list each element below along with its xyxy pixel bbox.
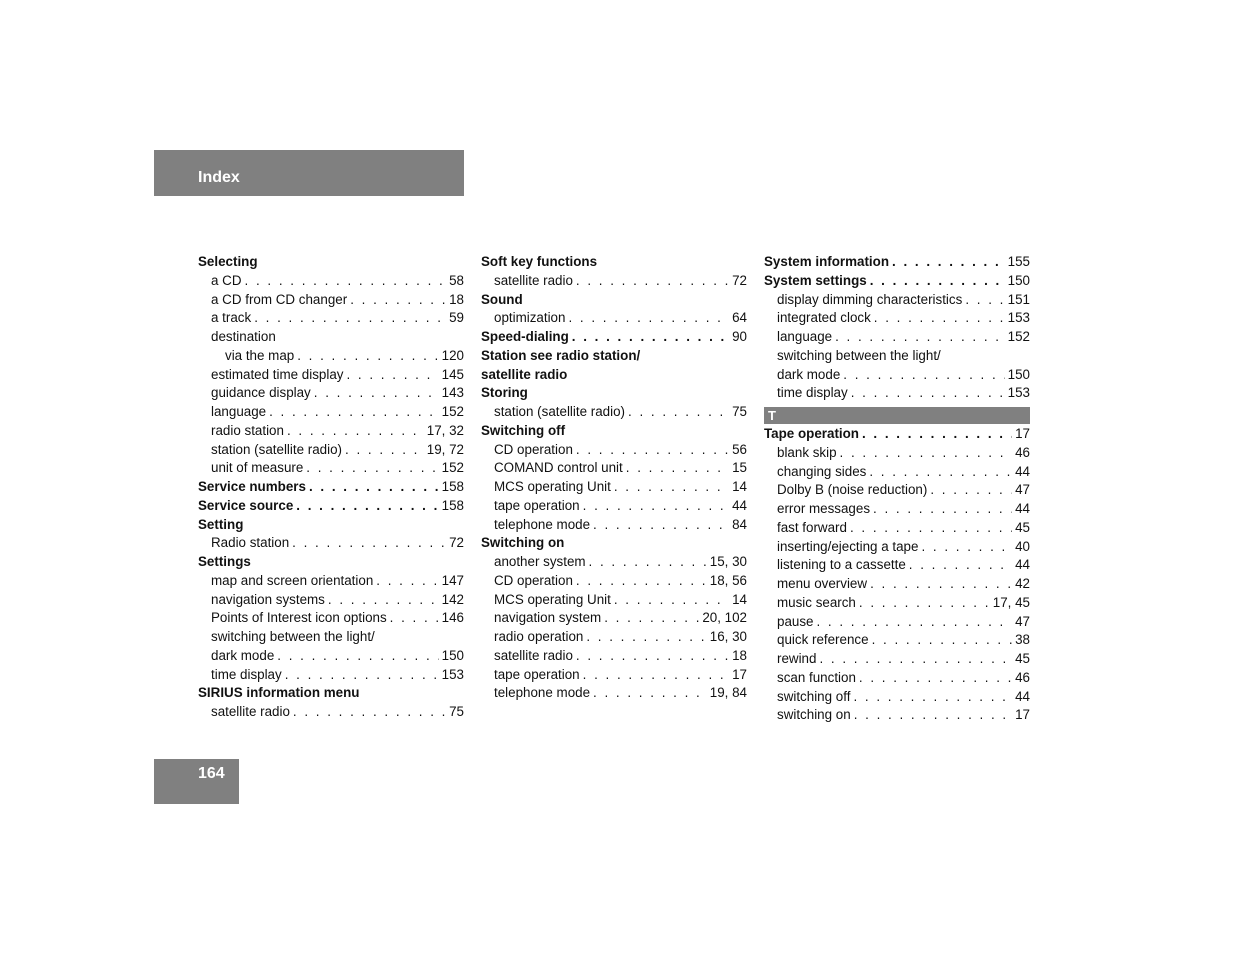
index-entry-page: 45 bbox=[1015, 519, 1030, 535]
page-number: 164 bbox=[198, 765, 225, 782]
index-entry bbox=[198, 609, 464, 628]
index-entry-text: estimated time display bbox=[211, 366, 344, 382]
index-entry bbox=[764, 425, 1030, 444]
index-entry-text: satellite radio bbox=[211, 704, 290, 719]
index-entry-page: 142 bbox=[441, 591, 464, 607]
dot-leader bbox=[872, 631, 1013, 650]
index-entry bbox=[198, 422, 464, 441]
index-entry-page: 17, 32 bbox=[426, 422, 464, 438]
index-entry-text: tape operation bbox=[494, 666, 580, 682]
dot-leader bbox=[854, 706, 1012, 725]
dot-leader bbox=[376, 572, 438, 591]
index-entry bbox=[764, 706, 1030, 725]
index-entry bbox=[198, 534, 464, 553]
index-entry bbox=[481, 497, 747, 516]
index-entry bbox=[481, 609, 747, 628]
index-entry-text: optimization bbox=[494, 310, 566, 326]
index-entry bbox=[481, 572, 747, 591]
dot-leader bbox=[628, 403, 729, 422]
index-entry-text: MCS operating Unit bbox=[494, 479, 611, 494]
index-entry-text: COMAND control unit bbox=[494, 460, 623, 476]
index-entry-text: a CD bbox=[211, 272, 242, 288]
index-entry bbox=[198, 328, 464, 347]
dot-leader bbox=[346, 366, 438, 385]
index-entry-text: Storing bbox=[481, 385, 528, 401]
index-entry bbox=[764, 347, 1030, 366]
index-entry-text: station (satellite radio) bbox=[211, 441, 342, 457]
index-entry-page: 38 bbox=[1015, 632, 1030, 648]
index-entry-text: time display bbox=[211, 666, 282, 682]
index-entry bbox=[481, 253, 747, 272]
dot-leader bbox=[873, 500, 1012, 519]
index-entry-page: 47 bbox=[1015, 613, 1030, 629]
dot-leader bbox=[254, 309, 446, 328]
index-entry bbox=[481, 628, 747, 647]
dot-leader bbox=[589, 553, 707, 572]
index-entry-page: 75 bbox=[732, 404, 747, 419]
index-entry-page: 18, 56 bbox=[709, 572, 747, 588]
index-entry-text: Settings bbox=[198, 554, 251, 569]
index-entry bbox=[764, 481, 1030, 500]
index-entry bbox=[198, 441, 464, 460]
index-entry-page: 152 bbox=[1007, 329, 1030, 344]
index-entry-text: satellite radio bbox=[494, 647, 573, 663]
index-entry bbox=[198, 309, 464, 328]
index-entry-text: System information bbox=[764, 254, 890, 269]
dot-leader bbox=[909, 556, 1012, 575]
index-entry-text: Radio station bbox=[211, 535, 290, 551]
index-entry-page: 152 bbox=[441, 460, 464, 476]
index-entry-text: Points of Interest icon options bbox=[211, 610, 387, 626]
index-entry-text: radio operation bbox=[494, 629, 584, 644]
index-entry-text: Soft key functions bbox=[481, 254, 598, 269]
index-entry bbox=[481, 534, 747, 553]
index-entry-page: 17 bbox=[732, 666, 747, 682]
index-entry-text: telephone mode bbox=[494, 685, 591, 701]
section-letter-bar: T bbox=[764, 407, 1030, 424]
index-entry bbox=[481, 441, 747, 460]
dot-leader bbox=[853, 688, 1012, 707]
index-entry-text: error messages bbox=[777, 501, 871, 516]
dot-leader bbox=[293, 703, 446, 722]
index-entry bbox=[481, 516, 747, 535]
index-entry bbox=[198, 703, 464, 722]
index-entry-page: 17 bbox=[1015, 426, 1030, 441]
index-entry-page: 56 bbox=[732, 441, 747, 457]
index-entry bbox=[481, 478, 747, 497]
index-entry-page: 45 bbox=[1015, 651, 1030, 666]
index-entry-text: inserting/ejecting a tape bbox=[777, 538, 919, 554]
index-entry-page: 44 bbox=[1015, 688, 1030, 704]
index-entry-text: a CD from CD changer bbox=[211, 291, 348, 307]
index-entry-page: 153 bbox=[441, 666, 464, 682]
dot-leader bbox=[614, 591, 729, 610]
index-entry-text: CD operation bbox=[494, 441, 573, 457]
index-entry-text: switching between the light/ bbox=[777, 347, 941, 363]
index-entry-page: 158 bbox=[441, 497, 464, 513]
dot-leader bbox=[593, 516, 729, 535]
index-entry-text: Sound bbox=[481, 291, 523, 307]
index-entry-page: 15 bbox=[732, 460, 747, 476]
index-entry bbox=[764, 328, 1030, 347]
dot-leader bbox=[586, 628, 706, 647]
index-entry-page: 15, 30 bbox=[709, 554, 747, 569]
index-entry-text: Speed-dialing bbox=[481, 329, 569, 344]
index-entry-page: 46 bbox=[1015, 444, 1030, 460]
index-entry-text: dark mode bbox=[211, 647, 275, 663]
dot-leader bbox=[874, 309, 1005, 328]
dot-leader bbox=[576, 441, 729, 460]
dot-leader bbox=[269, 403, 439, 422]
index-entry-text: pause bbox=[777, 613, 814, 629]
index-entry-text: Selecting bbox=[198, 254, 258, 269]
dot-leader bbox=[859, 594, 990, 613]
index-entry-page: 16, 30 bbox=[709, 629, 747, 644]
index-entry-text: music search bbox=[777, 594, 856, 610]
index-entry bbox=[764, 366, 1030, 385]
index-entry bbox=[481, 591, 747, 610]
index-entry-text: switching between the light/ bbox=[211, 629, 375, 644]
index-entry-text: station (satellite radio) bbox=[494, 404, 625, 419]
index-entry-text: switching on bbox=[777, 707, 851, 723]
index-entry-text: blank skip bbox=[777, 444, 837, 460]
index-entry-text: listening to a cassette bbox=[777, 557, 906, 573]
index-entry-page: 44 bbox=[732, 497, 747, 513]
dot-leader bbox=[859, 669, 1012, 688]
index-entry bbox=[481, 403, 747, 422]
dot-leader bbox=[314, 384, 439, 403]
dot-leader bbox=[850, 519, 1012, 538]
dot-leader bbox=[245, 272, 447, 291]
index-entry-page: 155 bbox=[1007, 254, 1030, 269]
index-entry bbox=[481, 666, 747, 685]
index-entry bbox=[198, 572, 464, 591]
index-entry-page: 14 bbox=[732, 591, 747, 607]
index-entry-page: 147 bbox=[441, 572, 464, 588]
dot-leader bbox=[390, 609, 439, 628]
index-entry-text: display dimming characteristics bbox=[777, 291, 963, 307]
index-entry-page: 90 bbox=[732, 329, 747, 344]
index-entry bbox=[198, 347, 464, 366]
dot-leader bbox=[576, 647, 729, 666]
index-entry-page: 18 bbox=[732, 647, 747, 663]
index-entry-text: integrated clock bbox=[777, 310, 871, 326]
index-entry-page: 19, 84 bbox=[709, 685, 747, 701]
index-entry bbox=[481, 272, 747, 291]
index-entry bbox=[764, 688, 1030, 707]
index-entry bbox=[764, 444, 1030, 463]
dot-leader bbox=[965, 291, 1004, 310]
index-entry bbox=[764, 384, 1030, 403]
index-entry-text: radio station bbox=[211, 422, 284, 438]
index-entry-page: 17 bbox=[1015, 707, 1030, 723]
index-entry bbox=[481, 291, 747, 310]
index-entry bbox=[198, 272, 464, 291]
index-entry-page: 158 bbox=[441, 479, 464, 494]
index-entry-page: 120 bbox=[441, 347, 464, 363]
index-entry bbox=[198, 403, 464, 422]
dot-leader bbox=[819, 650, 1012, 669]
dot-leader bbox=[593, 684, 707, 703]
dot-leader bbox=[576, 272, 729, 291]
index-entry-page: 44 bbox=[1015, 501, 1030, 516]
index-entry-text: guidance display bbox=[211, 385, 311, 401]
page-number-box bbox=[154, 759, 239, 804]
index-entry-text: language bbox=[211, 404, 267, 419]
index-entry bbox=[764, 463, 1030, 482]
index-title: Index bbox=[198, 169, 240, 186]
dot-leader bbox=[576, 572, 707, 591]
index-entry bbox=[764, 650, 1030, 669]
index-entry-text: menu overview bbox=[777, 576, 868, 591]
index-entry bbox=[198, 666, 464, 685]
index-entry bbox=[764, 519, 1030, 538]
index-entry bbox=[198, 591, 464, 610]
index-entry bbox=[198, 459, 464, 478]
dot-leader bbox=[870, 272, 1005, 291]
index-entry-text: Service numbers bbox=[198, 479, 306, 494]
index-entry-page: 42 bbox=[1015, 576, 1030, 591]
index-entry-text: another system bbox=[494, 554, 586, 569]
dot-leader bbox=[568, 309, 729, 328]
dot-leader bbox=[614, 478, 729, 497]
index-entry-page: 146 bbox=[441, 610, 464, 626]
index-entry-text: Service source bbox=[198, 497, 294, 513]
index-entry-text: Switching on bbox=[481, 535, 565, 551]
index-entry-text: System settings bbox=[764, 272, 867, 288]
index-entry bbox=[764, 309, 1030, 328]
dot-leader bbox=[626, 459, 729, 478]
index-entry bbox=[198, 478, 464, 497]
index-entry-text: Dolby B (noise reduction) bbox=[777, 482, 928, 498]
index-entry-text: changing sides bbox=[777, 463, 867, 479]
index-entry bbox=[764, 538, 1030, 557]
index-entry-page: 152 bbox=[441, 404, 464, 419]
index-entry-page: 150 bbox=[1007, 366, 1030, 382]
dot-leader bbox=[583, 666, 729, 685]
index-entry-text: tape operation bbox=[494, 497, 580, 513]
index-entry bbox=[481, 459, 747, 478]
index-entry bbox=[764, 253, 1030, 272]
index-entry-text: Switching off bbox=[481, 422, 566, 438]
dot-leader bbox=[870, 575, 1012, 594]
index-entry-page: 14 bbox=[732, 479, 747, 494]
index-entry-text: quick reference bbox=[777, 632, 869, 648]
index-entry-page: 59 bbox=[449, 310, 464, 326]
index-entry bbox=[481, 309, 747, 328]
index-entry-page: 145 bbox=[441, 366, 464, 382]
index-entry bbox=[764, 556, 1030, 575]
index-entry-page: 19, 72 bbox=[426, 441, 464, 457]
index-column-2 bbox=[481, 253, 747, 703]
index-entry bbox=[198, 497, 464, 516]
dot-leader bbox=[292, 534, 446, 553]
dot-leader bbox=[892, 253, 1005, 272]
index-entry bbox=[481, 647, 747, 666]
index-entry-text: navigation system bbox=[494, 610, 602, 626]
index-entry-text: fast forward bbox=[777, 519, 847, 535]
index-entry-page: 58 bbox=[449, 272, 464, 288]
dot-leader bbox=[840, 444, 1013, 463]
dot-leader bbox=[851, 384, 1005, 403]
index-entry bbox=[481, 384, 747, 403]
dot-leader bbox=[287, 422, 424, 441]
index-entry-text: MCS operating Unit bbox=[494, 591, 611, 607]
index-entry-text: telephone mode bbox=[494, 516, 591, 532]
index-entry bbox=[481, 684, 747, 703]
index-entry bbox=[764, 594, 1030, 613]
index-entry-text: SIRIUS information menu bbox=[198, 685, 360, 701]
index-entry bbox=[198, 647, 464, 666]
index-column-1 bbox=[198, 253, 464, 722]
index-entry bbox=[198, 253, 464, 272]
index-entry-page: 84 bbox=[732, 516, 747, 532]
index-entry-page: 151 bbox=[1007, 291, 1030, 307]
index-entry bbox=[764, 500, 1030, 519]
index-entry-page: 44 bbox=[1015, 463, 1030, 479]
dot-leader bbox=[296, 497, 438, 516]
index-entry-page: 150 bbox=[441, 647, 464, 663]
index-entry-text: CD operation bbox=[494, 572, 573, 588]
dot-leader bbox=[345, 441, 424, 460]
index-entry-text: Station see radio station/ bbox=[481, 347, 641, 363]
index-entry bbox=[481, 553, 747, 572]
index-entry-text: destination bbox=[211, 329, 276, 344]
index-entry-text: satellite radio bbox=[481, 366, 568, 382]
index-entry-page: 47 bbox=[1015, 482, 1030, 498]
dot-leader bbox=[328, 591, 439, 610]
index-entry-page: 40 bbox=[1015, 538, 1030, 554]
index-entry bbox=[198, 684, 464, 703]
index-column-3 bbox=[764, 253, 1030, 725]
index-entry-page: 72 bbox=[732, 272, 747, 288]
dot-leader bbox=[869, 463, 1012, 482]
index-entry-text: map and screen orientation bbox=[211, 572, 374, 588]
dot-leader bbox=[572, 328, 729, 347]
dot-leader bbox=[277, 647, 438, 666]
index-entry-text: unit of measure bbox=[211, 460, 304, 476]
index-entry-page: 44 bbox=[1015, 557, 1030, 573]
dot-leader bbox=[306, 459, 438, 478]
index-entry bbox=[198, 516, 464, 535]
index-entry-text: scan function bbox=[777, 669, 856, 685]
dot-leader bbox=[835, 328, 1005, 347]
index-entry bbox=[198, 291, 464, 310]
index-entry-page: 17, 45 bbox=[992, 594, 1030, 610]
dot-leader bbox=[285, 666, 439, 685]
index-entry bbox=[198, 628, 464, 647]
index-entry-text: satellite radio bbox=[494, 272, 573, 288]
index-entry-page: 150 bbox=[1007, 272, 1030, 288]
index-entry-page: 46 bbox=[1015, 669, 1030, 685]
index-entry-page: 64 bbox=[732, 310, 747, 326]
dot-leader bbox=[583, 497, 729, 516]
index-entry-page: 153 bbox=[1007, 385, 1030, 401]
index-entry bbox=[764, 669, 1030, 688]
index-entry-page: 75 bbox=[449, 704, 464, 719]
index-entry bbox=[764, 291, 1030, 310]
dot-leader bbox=[862, 425, 1012, 444]
dot-leader bbox=[350, 291, 446, 310]
index-entry-page: 20, 102 bbox=[702, 610, 747, 626]
index-entry-text: dark mode bbox=[777, 366, 841, 382]
index-entry-text: time display bbox=[777, 385, 848, 401]
index-entry bbox=[481, 328, 747, 347]
index-entry bbox=[198, 366, 464, 385]
index-entry bbox=[764, 613, 1030, 632]
index-entry bbox=[764, 631, 1030, 650]
index-entry-text: language bbox=[777, 329, 833, 344]
index-entry-text: via the map bbox=[225, 347, 295, 363]
index-entry bbox=[481, 422, 747, 441]
dot-leader bbox=[604, 609, 699, 628]
index-entry-page: 143 bbox=[441, 385, 464, 401]
index-entry-page: 18 bbox=[449, 291, 464, 307]
index-entry-text: Setting bbox=[198, 516, 244, 532]
dot-leader bbox=[816, 613, 1012, 632]
dot-leader bbox=[309, 478, 439, 497]
index-entry-page: 72 bbox=[449, 535, 464, 551]
dot-leader bbox=[843, 366, 1004, 385]
index-entry-page: 153 bbox=[1007, 310, 1030, 326]
index-header-bar bbox=[154, 150, 464, 196]
index-entry bbox=[481, 366, 747, 385]
index-entry bbox=[198, 384, 464, 403]
index-entry-text: a track bbox=[211, 310, 252, 326]
index-entry-text: rewind bbox=[777, 651, 817, 666]
index-entry-text: navigation systems bbox=[211, 591, 325, 607]
dot-leader bbox=[921, 538, 1012, 557]
index-entry bbox=[764, 575, 1030, 594]
dot-leader bbox=[930, 481, 1012, 500]
index-entry bbox=[198, 553, 464, 572]
index-entry bbox=[481, 347, 747, 366]
index-entry-text: Tape operation bbox=[764, 426, 859, 441]
index-entry-text: switching off bbox=[777, 688, 851, 704]
dot-leader bbox=[297, 347, 438, 366]
index-entry bbox=[764, 272, 1030, 291]
